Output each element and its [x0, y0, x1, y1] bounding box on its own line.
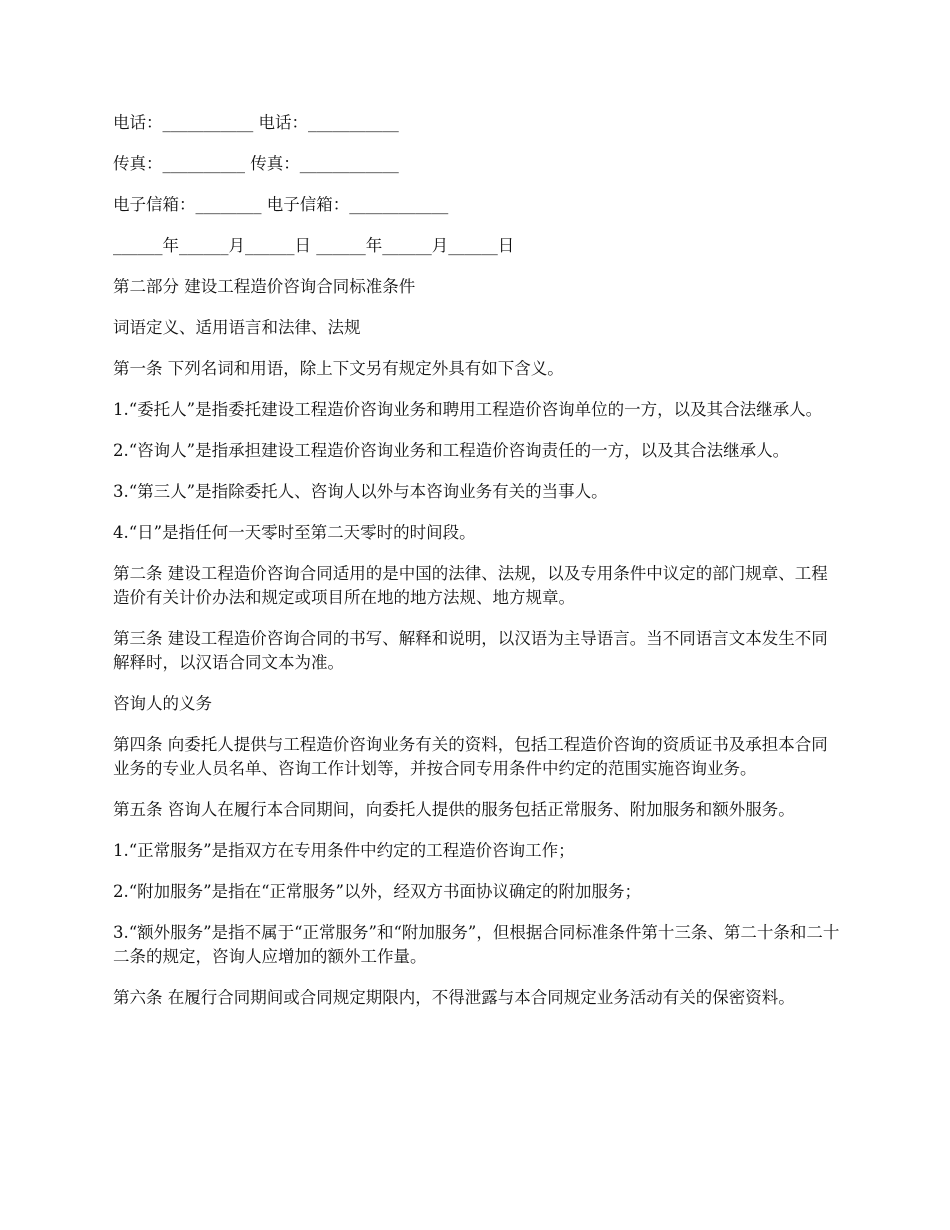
- article-6: 第六条 在履行合同期间或合同规定期限内，不得泄露与本合同规定业务活动有关的保密资料。: [113, 988, 795, 1007]
- section-heading-obligations: 咨询人的义务: [113, 694, 212, 713]
- article-1: 第一条 下列名词和用语，除上下文另有规定外具有如下含义。: [113, 359, 564, 378]
- article-1-item-1: 1.“委托人”是指委托建设工程造价咨询业务和聘用工程造价咨询单位的一方，以及其合法继承人。: [113, 400, 823, 419]
- article-5-item-2: 2.“附加服务”是指在“正常服务”以外，经双方书面协议确定的附加服务；: [113, 882, 641, 901]
- article-1-item-3: 3.“第三人”是指除委托人、咨询人以外与本咨询业务有关的当事人。: [113, 482, 608, 501]
- fax-line: 传真：__________ 传真：____________: [113, 154, 399, 173]
- article-1-item-2: 2.“咨询人”是指承担建设工程造价咨询业务和工程造价咨询责任的一方，以及其合法继承人。: [113, 441, 790, 460]
- phone-line: 电话：___________ 电话：___________: [113, 113, 399, 132]
- section-heading-definitions: 词语定义、适用语言和法律、法规: [113, 318, 361, 337]
- article-1-item-4: 4.“日”是指任何一天零时至第二天零时的时间段。: [113, 523, 476, 542]
- article-5-item-3: 3.“额外服务”是指不属于“正常服务”和“附加服务”，但根据合同标准条件第十三条、第二十条和二十二条的规定，咨询人应增加的额外工作量。: [113, 923, 840, 966]
- article-2: 第二条 建设工程造价咨询合同适用的是中国的法律、法规，以及专用条件中议定的部门规章、工程造价有关计价办法和规定或项目所在地的地方法规、地方规章。: [113, 564, 828, 607]
- article-4: 第四条 向委托人提供与工程造价咨询业务有关的资料，包括工程造价咨询的资质证书及承担本合同业务的专业人员名单、咨询工作计划等，并按合同专用条件中约定的范围实施咨询业务。: [113, 735, 828, 778]
- article-5-item-1: 1.“正常服务”是指双方在专用条件中约定的工程造价咨询工作；: [113, 841, 575, 860]
- part-two-title: 第二部分 建设工程造价咨询合同标准条件: [113, 277, 416, 296]
- article-3: 第三条 建设工程造价咨询合同的书写、解释和说明，以汉语为主导语言。当不同语言文本发生不同解释时，以汉语合同文本为准。: [113, 629, 828, 672]
- article-5: 第五条 咨询人在履行本合同期间，向委托人提供的服务包括正常服务、附加服务和额外服务。: [113, 800, 795, 819]
- document-page: [113, 111, 843, 1027]
- email-line: 电子信箱：________ 电子信箱：____________: [113, 195, 449, 214]
- date-line: ______年______月______日 ______年______月______日: [113, 236, 515, 255]
